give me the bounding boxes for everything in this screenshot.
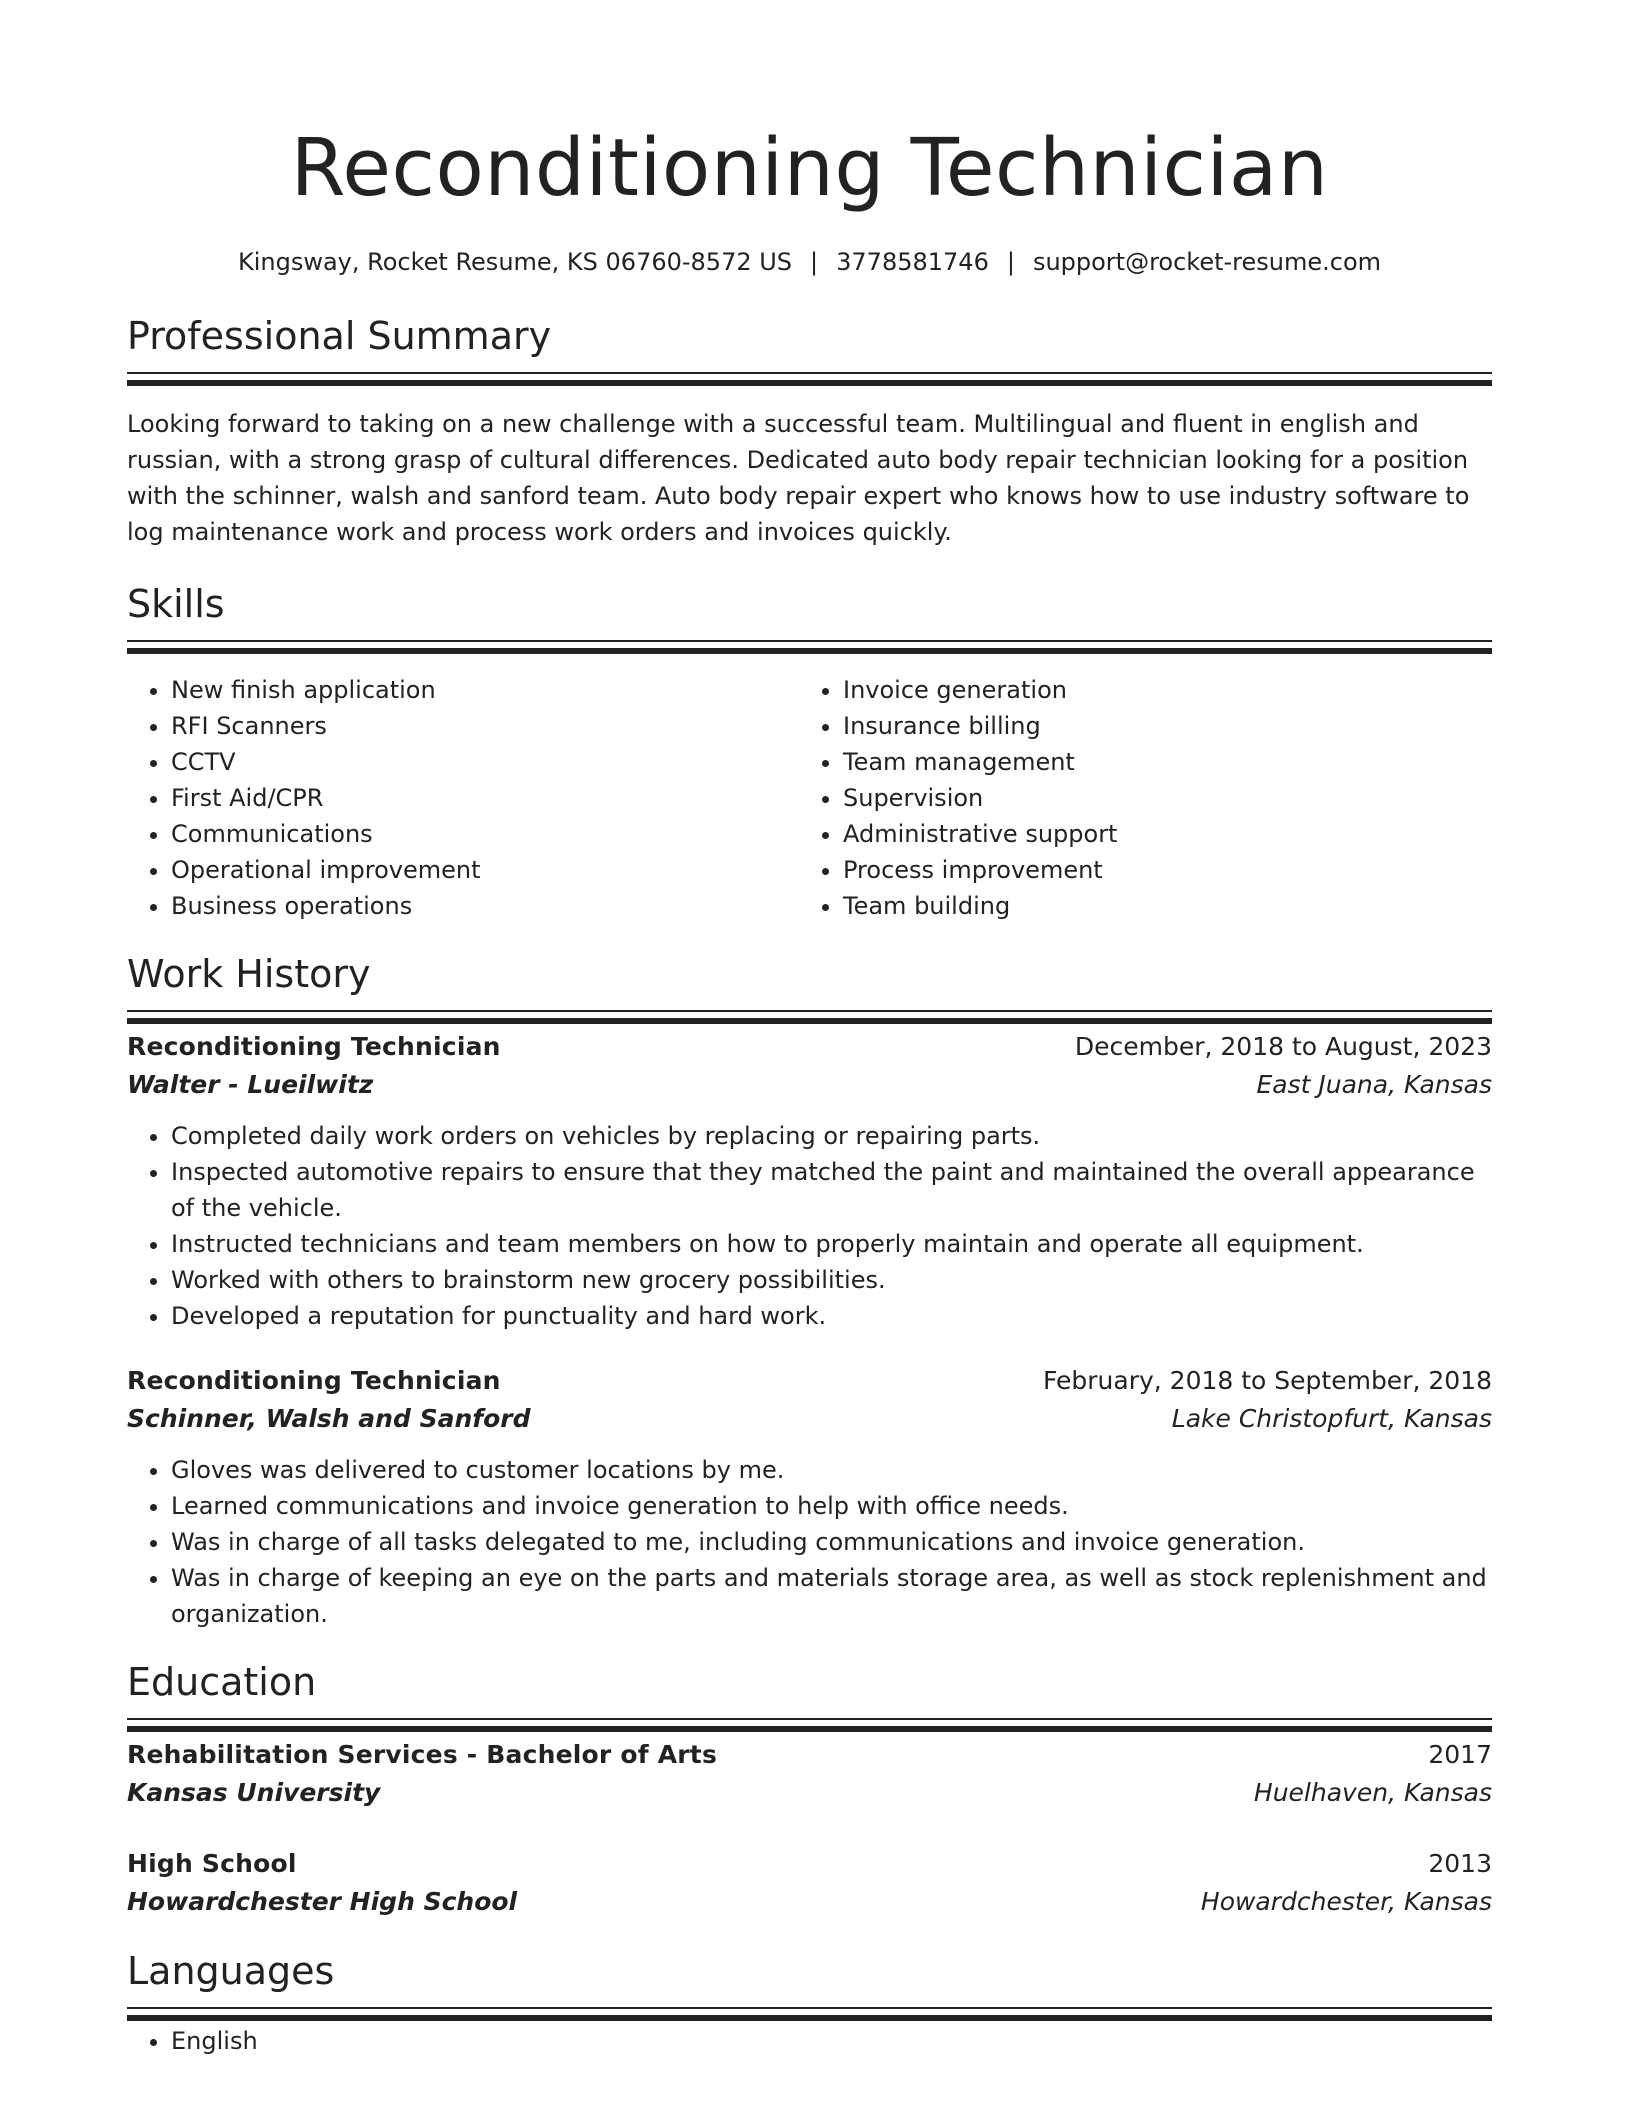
- section-title-work-history: Work History: [127, 952, 371, 996]
- skill-item: • Insurance billing: [843, 708, 1471, 744]
- section-divider: [127, 640, 1492, 642]
- job-bullet: • Gloves was delivered to customer locations by me.: [171, 1452, 1492, 1488]
- skill-item: • First Aid/CPR: [171, 780, 799, 816]
- school-location: Howardchester, Kansas: [1200, 1887, 1492, 1916]
- education-header: [127, 1736, 1492, 1774]
- education-subheader: [127, 1883, 1492, 1921]
- section-divider: [127, 372, 1492, 374]
- skills-column-left: [127, 672, 799, 924]
- candidate-name: Reconditioning Technician: [290, 122, 1329, 214]
- section-divider: [127, 1010, 1492, 1012]
- summary-section: [127, 312, 1492, 550]
- skill-item: • Supervision: [843, 780, 1471, 816]
- degree-name: Rehabilitation Services - Bachelor of Arts: [127, 1740, 718, 1769]
- school-location: Huelhaven, Kansas: [1253, 1778, 1492, 1807]
- job-bullet: • Worked with others to brainstorm new grocery possibilities.: [171, 1262, 1492, 1298]
- job-bullet: • Learned communications and invoice generation to help with office needs.: [171, 1488, 1492, 1524]
- skill-item: • Process improvement: [843, 852, 1471, 888]
- job-subheader: [127, 1066, 1492, 1104]
- skill-item: • Business operations: [171, 888, 799, 924]
- contact-separator: |: [810, 248, 819, 276]
- education-entry: [127, 1845, 1492, 1921]
- job-title: Reconditioning Technician: [127, 1366, 501, 1395]
- job-subheader: [127, 1400, 1492, 1438]
- education-section: [127, 1658, 1492, 1921]
- section-title-summary: Professional Summary: [127, 314, 552, 358]
- skills-list: [127, 672, 1492, 924]
- education-entry: [127, 1736, 1492, 1812]
- company-name: Schinner, Walsh and Sanford: [127, 1404, 531, 1433]
- education-header: [127, 1845, 1492, 1883]
- contact-phone: 3778581746: [836, 248, 989, 276]
- job-location: Lake Christopfurt, Kansas: [1171, 1404, 1492, 1433]
- section-title-education: Education: [127, 1660, 317, 1704]
- job-entry: [127, 1028, 1492, 1334]
- skill-item: • RFI Scanners: [171, 708, 799, 744]
- job-entry: [127, 1362, 1492, 1632]
- job-location: East Juana, Kansas: [1256, 1070, 1492, 1099]
- work-history-section: [127, 950, 1492, 1632]
- section-divider: [127, 1718, 1492, 1720]
- job-dates: December, 2018 to August, 2023: [1074, 1032, 1492, 1061]
- skill-item: • Team building: [843, 888, 1471, 924]
- job-bullets: [127, 1118, 1492, 1334]
- education-year: 2013: [1428, 1849, 1492, 1878]
- skill-item: • CCTV: [171, 744, 799, 780]
- skill-item: • Team management: [843, 744, 1471, 780]
- skill-item: • New finish application: [171, 672, 799, 708]
- skill-item: • Invoice generation: [843, 672, 1471, 708]
- section-title-languages: Languages: [127, 1949, 335, 1993]
- skills-column-right: [799, 672, 1471, 924]
- contact-separator: |: [1006, 248, 1015, 276]
- company-name: Walter - Lueilwitz: [127, 1070, 374, 1099]
- degree-name: High School: [127, 1849, 297, 1878]
- section-title-skills: Skills: [127, 582, 225, 626]
- contact-email[interactable]: support@rocket-resume.com: [1032, 248, 1382, 276]
- school-name: Kansas University: [127, 1778, 381, 1807]
- education-year: 2017: [1428, 1740, 1492, 1769]
- skill-item: • Operational improvement: [171, 852, 799, 888]
- job-bullet: • Inspected automotive repairs to ensure that they matched the paint and maintained the overall appearance of the vehicle.: [171, 1154, 1492, 1226]
- job-bullet: • Developed a reputation for punctuality and hard work.: [171, 1298, 1492, 1334]
- school-name: Howardchester High School: [127, 1887, 518, 1916]
- education-subheader: [127, 1774, 1492, 1812]
- contact-line: [127, 246, 1492, 278]
- job-header: [127, 1362, 1492, 1400]
- skill-item: • Administrative support: [843, 816, 1471, 852]
- languages-section: [127, 1947, 1492, 2059]
- job-header: [127, 1028, 1492, 1066]
- job-title: Reconditioning Technician: [127, 1032, 501, 1061]
- skills-section: [127, 580, 1492, 924]
- contact-address: Kingsway, Rocket Resume, KS 06760-8572 US: [237, 248, 793, 276]
- resume-page: [127, 0, 1492, 2059]
- job-bullets: [127, 1452, 1492, 1632]
- job-bullet: • Was in charge of keeping an eye on the parts and materials storage area, as well as stock replenishment and organization.: [171, 1560, 1492, 1632]
- job-bullet: • Instructed technicians and team members on how to properly maintain and operate all equipment.: [171, 1226, 1492, 1262]
- section-divider: [127, 2007, 1492, 2009]
- language-item: • English: [171, 2023, 1492, 2059]
- languages-list: [127, 2023, 1492, 2059]
- job-bullet: • Completed daily work orders on vehicles by replacing or repairing parts.: [171, 1118, 1492, 1154]
- summary-text: Looking forward to taking on a new challenge with a successful team. Multilingual and fluent in english and russian, with a strong grasp of cultural differences. Dedicated auto body repair technician looking for a position with the schinner, walsh and sanford team. Auto body repair expert who knows how to use industry software to log maintenance work and process work orders and invoices quickly.: [127, 410, 1470, 546]
- job-dates: February, 2018 to September, 2018: [1043, 1366, 1492, 1395]
- skill-item: • Communications: [171, 816, 799, 852]
- job-bullet: • Was in charge of all tasks delegated to me, including communications and invoice generation.: [171, 1524, 1492, 1560]
